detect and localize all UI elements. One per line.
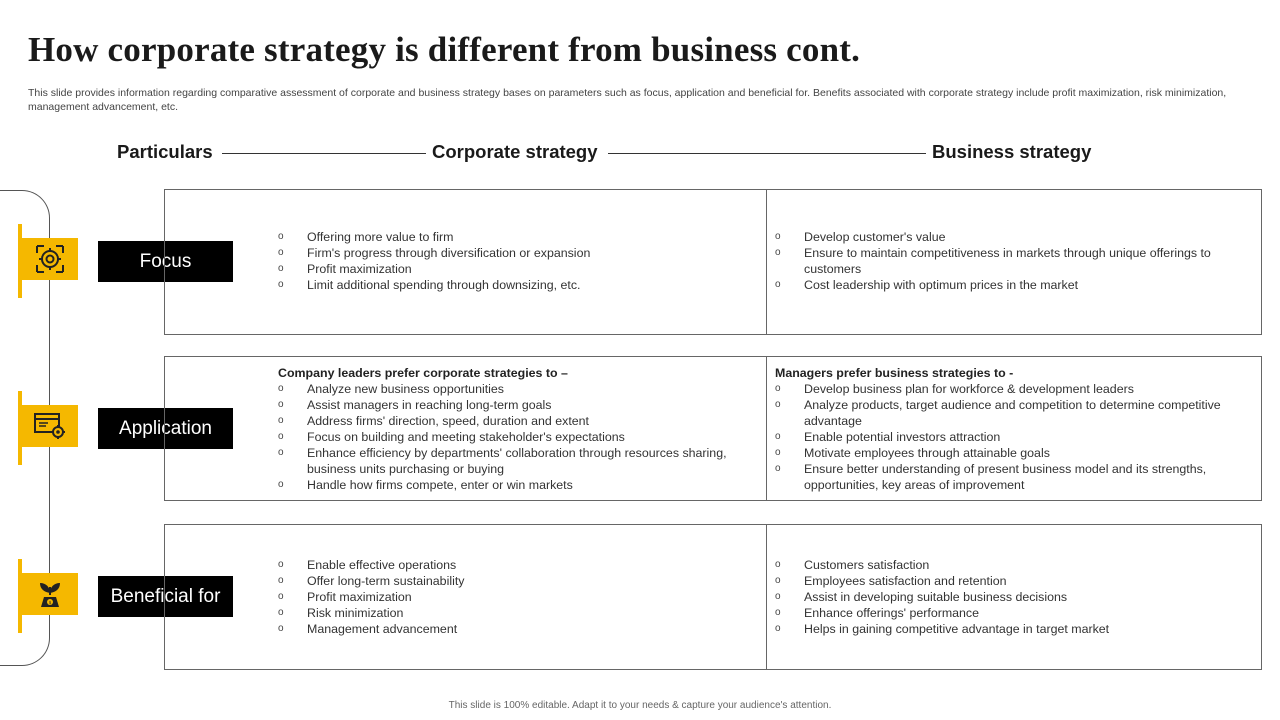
list-item: o Enhance offerings' performance xyxy=(775,605,1245,621)
list-item: o Risk minimization xyxy=(278,605,758,621)
list-item: o Firm's progress through diversification or expansion xyxy=(278,245,758,261)
focus-icon-tab xyxy=(18,224,78,298)
list-item: o Develop business plan for workforce & development leaders xyxy=(775,381,1245,397)
list-item: o Analyze products, target audience and competition to determine competitive advantage xyxy=(775,397,1245,429)
column-header-particulars: Particulars xyxy=(117,141,213,162)
list-item: o Focus on building and meeting stakeholder's expectations xyxy=(278,429,758,445)
focus-corporate-cell xyxy=(278,229,758,293)
list-item: o Motivate employees through attainable goals xyxy=(775,445,1245,461)
row-label-beneficial-for: Beneficial for xyxy=(98,576,233,617)
beneficial-business-cell xyxy=(775,557,1245,637)
business-lead-text: Managers prefer business strategies to - xyxy=(775,366,1014,380)
slide-footer-note: This slide is 100% editable. Adapt it to your needs & capture your audience's attention. xyxy=(448,700,832,711)
column-header-corporate: Corporate strategy xyxy=(432,141,598,162)
list-item: o Handle how firms compete, enter or win markets xyxy=(278,477,758,493)
focus-business-cell xyxy=(775,229,1245,293)
list-item: o Offer long-term sustainability xyxy=(278,573,758,589)
beneficial-corporate-cell xyxy=(278,557,758,637)
list-item: o Limit additional spending through downsizing, etc. xyxy=(278,277,758,293)
slide-title: How corporate strategy is different from business cont. xyxy=(28,30,861,69)
list-item: o Ensure to maintain competitiveness in markets through unique offerings to customers xyxy=(775,245,1245,277)
list-item: o Assist in developing suitable business decisions xyxy=(775,589,1245,605)
corporate-lead-text: Company leaders prefer corporate strategies to – xyxy=(278,366,568,380)
row-label-focus: Focus xyxy=(98,241,233,282)
list-item: o Develop customer's value xyxy=(775,229,1245,245)
list-item: o Profit maximization xyxy=(278,261,758,277)
header-connector-line xyxy=(608,153,926,154)
list-item: o Ensure better understanding of present business model and its strengths, opportunities, key areas of improvement xyxy=(775,461,1245,493)
list-item: o Profit maximization xyxy=(278,589,758,605)
list-item: o Enable effective operations xyxy=(278,557,758,573)
list-item: o Assist managers in reaching long-term goals xyxy=(278,397,758,413)
money-plant-icon xyxy=(36,579,64,609)
list-item: o Address firms' direction, speed, duration and extent xyxy=(278,413,758,429)
svg-text:$: $ xyxy=(48,601,52,606)
list-item: o Cost leadership with optimum prices in the market xyxy=(775,277,1245,293)
slide-description: This slide provides information regarding comparative assessment of corporate and business strategy bases on parameters such as focus, application and beneficial for. Benefits associated with corporate strategy include profit maximization, risk minimization, management advancement, etc. xyxy=(28,87,1227,113)
list-item: o Helps in gaining competitive advantage in target market xyxy=(775,621,1245,637)
list-item: o Enable potential investors attraction xyxy=(775,429,1245,445)
column-header-business: Business strategy xyxy=(932,141,1092,162)
list-item: o Offering more value to firm xyxy=(278,229,758,245)
list-item: o Enhance efficiency by departments' collaboration through resources sharing, business units purchasing or buying xyxy=(278,445,758,477)
list-item: o Employees satisfaction and retention xyxy=(775,573,1245,589)
header-connector-line xyxy=(222,153,426,154)
list-item: o Management advancement xyxy=(278,621,758,637)
list-item: o Customers satisfaction xyxy=(775,557,1245,573)
target-icon xyxy=(36,245,64,273)
application-corporate-cell xyxy=(278,365,758,493)
application-icon-tab xyxy=(18,391,78,465)
beneficial-icon-tab xyxy=(18,559,78,633)
list-item: o Analyze new business opportunities xyxy=(278,381,758,397)
row-label-application: Application xyxy=(98,408,233,449)
application-business-cell xyxy=(775,365,1245,493)
browser-gear-icon xyxy=(34,412,66,440)
